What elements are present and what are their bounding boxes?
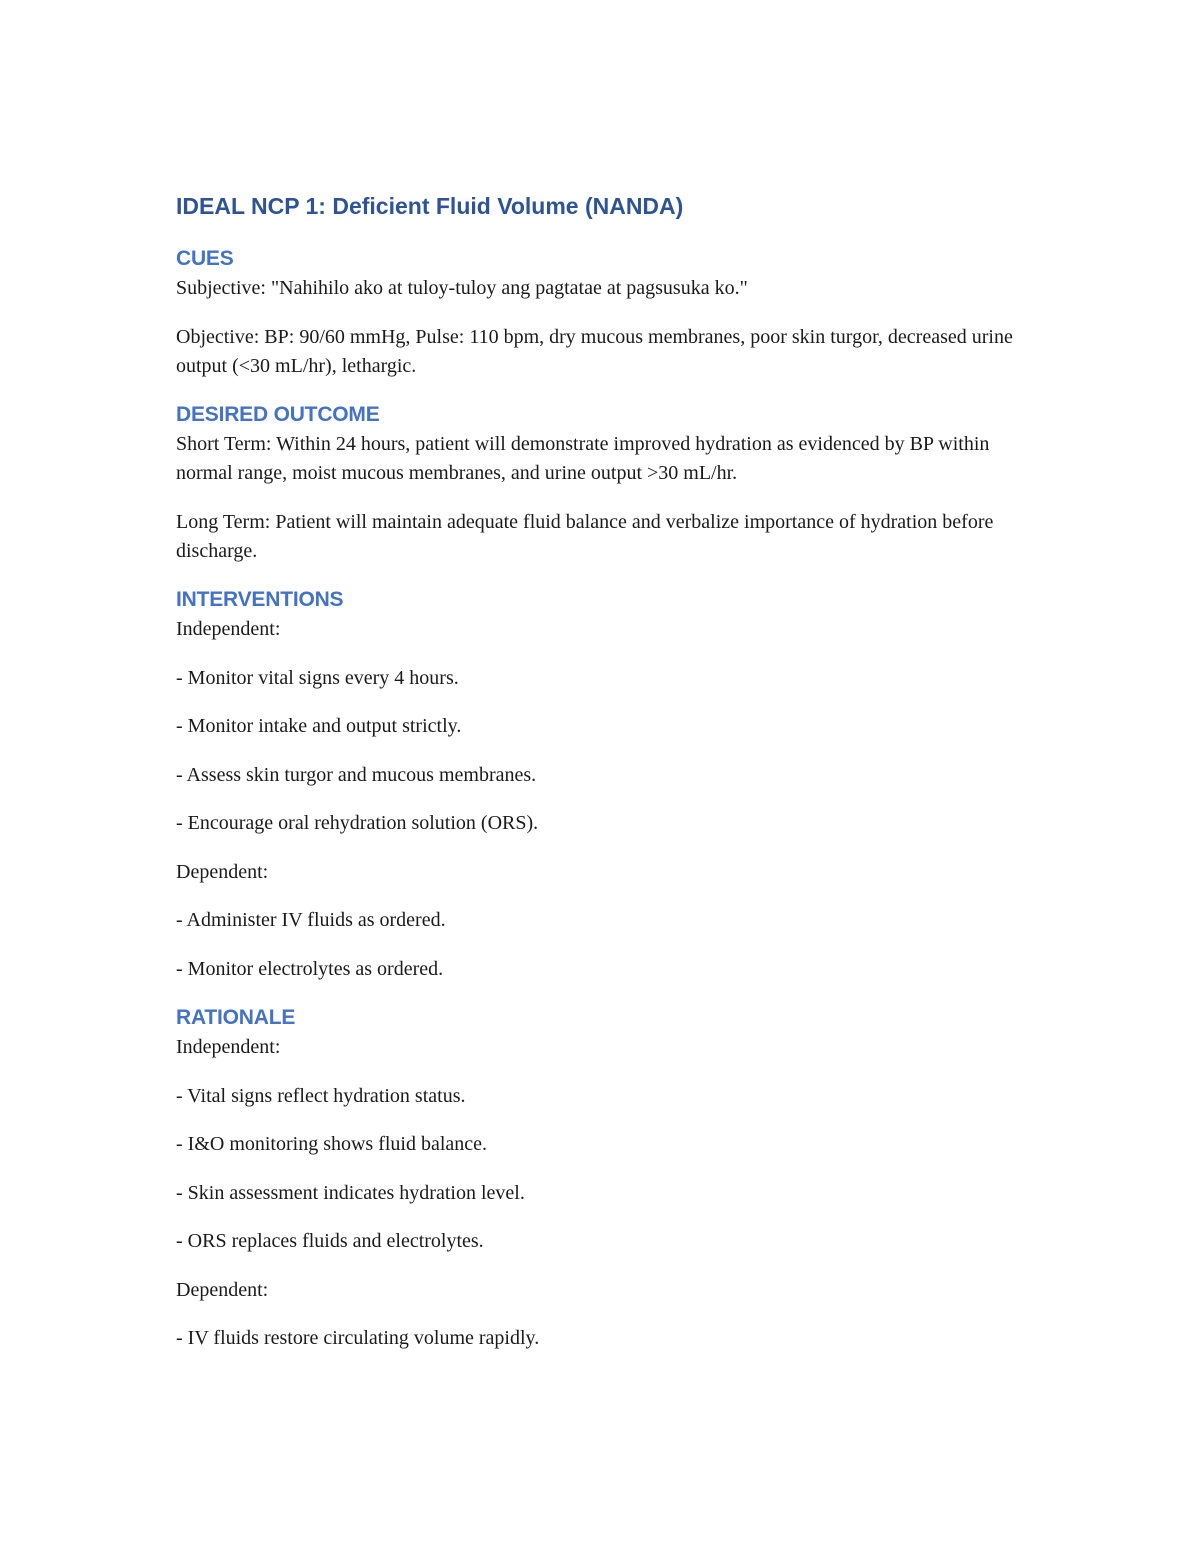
document-page: [176, 188, 1036, 1373]
document-title: IDEAL NCP 1: Deficient Fluid Volume (NANDA): [176, 193, 684, 219]
rationale-heading: RATIONALE: [176, 1006, 296, 1029]
list-item: - Monitor intake and output strictly.: [176, 715, 462, 737]
interventions-heading: INTERVENTIONS: [176, 588, 344, 611]
list-item: - Administer IV fluids as ordered.: [176, 909, 446, 931]
rationale-section: [176, 1003, 1036, 1353]
desired-outcome-section: [176, 400, 1036, 566]
list-item: - Monitor electrolytes as ordered.: [176, 957, 444, 980]
list-item: - I&O monitoring shows fluid balance.: [176, 1133, 488, 1155]
interventions-independent-label: Independent:: [176, 618, 281, 640]
cues-section: [176, 244, 1036, 381]
interventions-dependent-label: Dependent:: [176, 860, 269, 883]
list-item: - Encourage oral rehydration solution (ORS).: [176, 812, 539, 834]
list-item: - ORS replaces fluids and electrolytes.: [176, 1230, 484, 1252]
list-item: - Assess skin turgor and mucous membranes.: [176, 763, 537, 786]
cues-objective: Objective: BP: 90/60 mmHg, Pulse: 110 bpm, dry mucous membranes, poor skin turgor, decreased urine output (<30 mL/hr), lethargic.: [176, 325, 1013, 377]
short-term-outcome: Short Term: Within 24 hours, patient will demonstrate improved hydration as evidenced by BP within normal range, moist mucous membranes, and urine output >30 mL/hr.: [176, 433, 990, 484]
list-item: - Skin assessment indicates hydration level.: [176, 1181, 525, 1204]
rationale-independent-label: Independent:: [176, 1036, 281, 1058]
long-term-outcome: Long Term: Patient will maintain adequate fluid balance and verbalize importance of hydration before discharge.: [176, 510, 994, 562]
desired-outcome-heading: DESIRED OUTCOME: [176, 403, 380, 426]
list-item: - IV fluids restore circulating volume rapidly.: [176, 1327, 540, 1349]
list-item: - Vital signs reflect hydration status.: [176, 1084, 466, 1107]
cues-subjective: Subjective: "Nahihilo ako at tuloy-tuloy ang pagtatae at pagsusuka ko.": [176, 277, 748, 299]
list-item: - Monitor vital signs every 4 hours.: [176, 666, 459, 689]
interventions-section: [176, 585, 1036, 984]
rationale-dependent-label: Dependent:: [176, 1278, 269, 1301]
cues-heading: CUES: [176, 247, 234, 270]
